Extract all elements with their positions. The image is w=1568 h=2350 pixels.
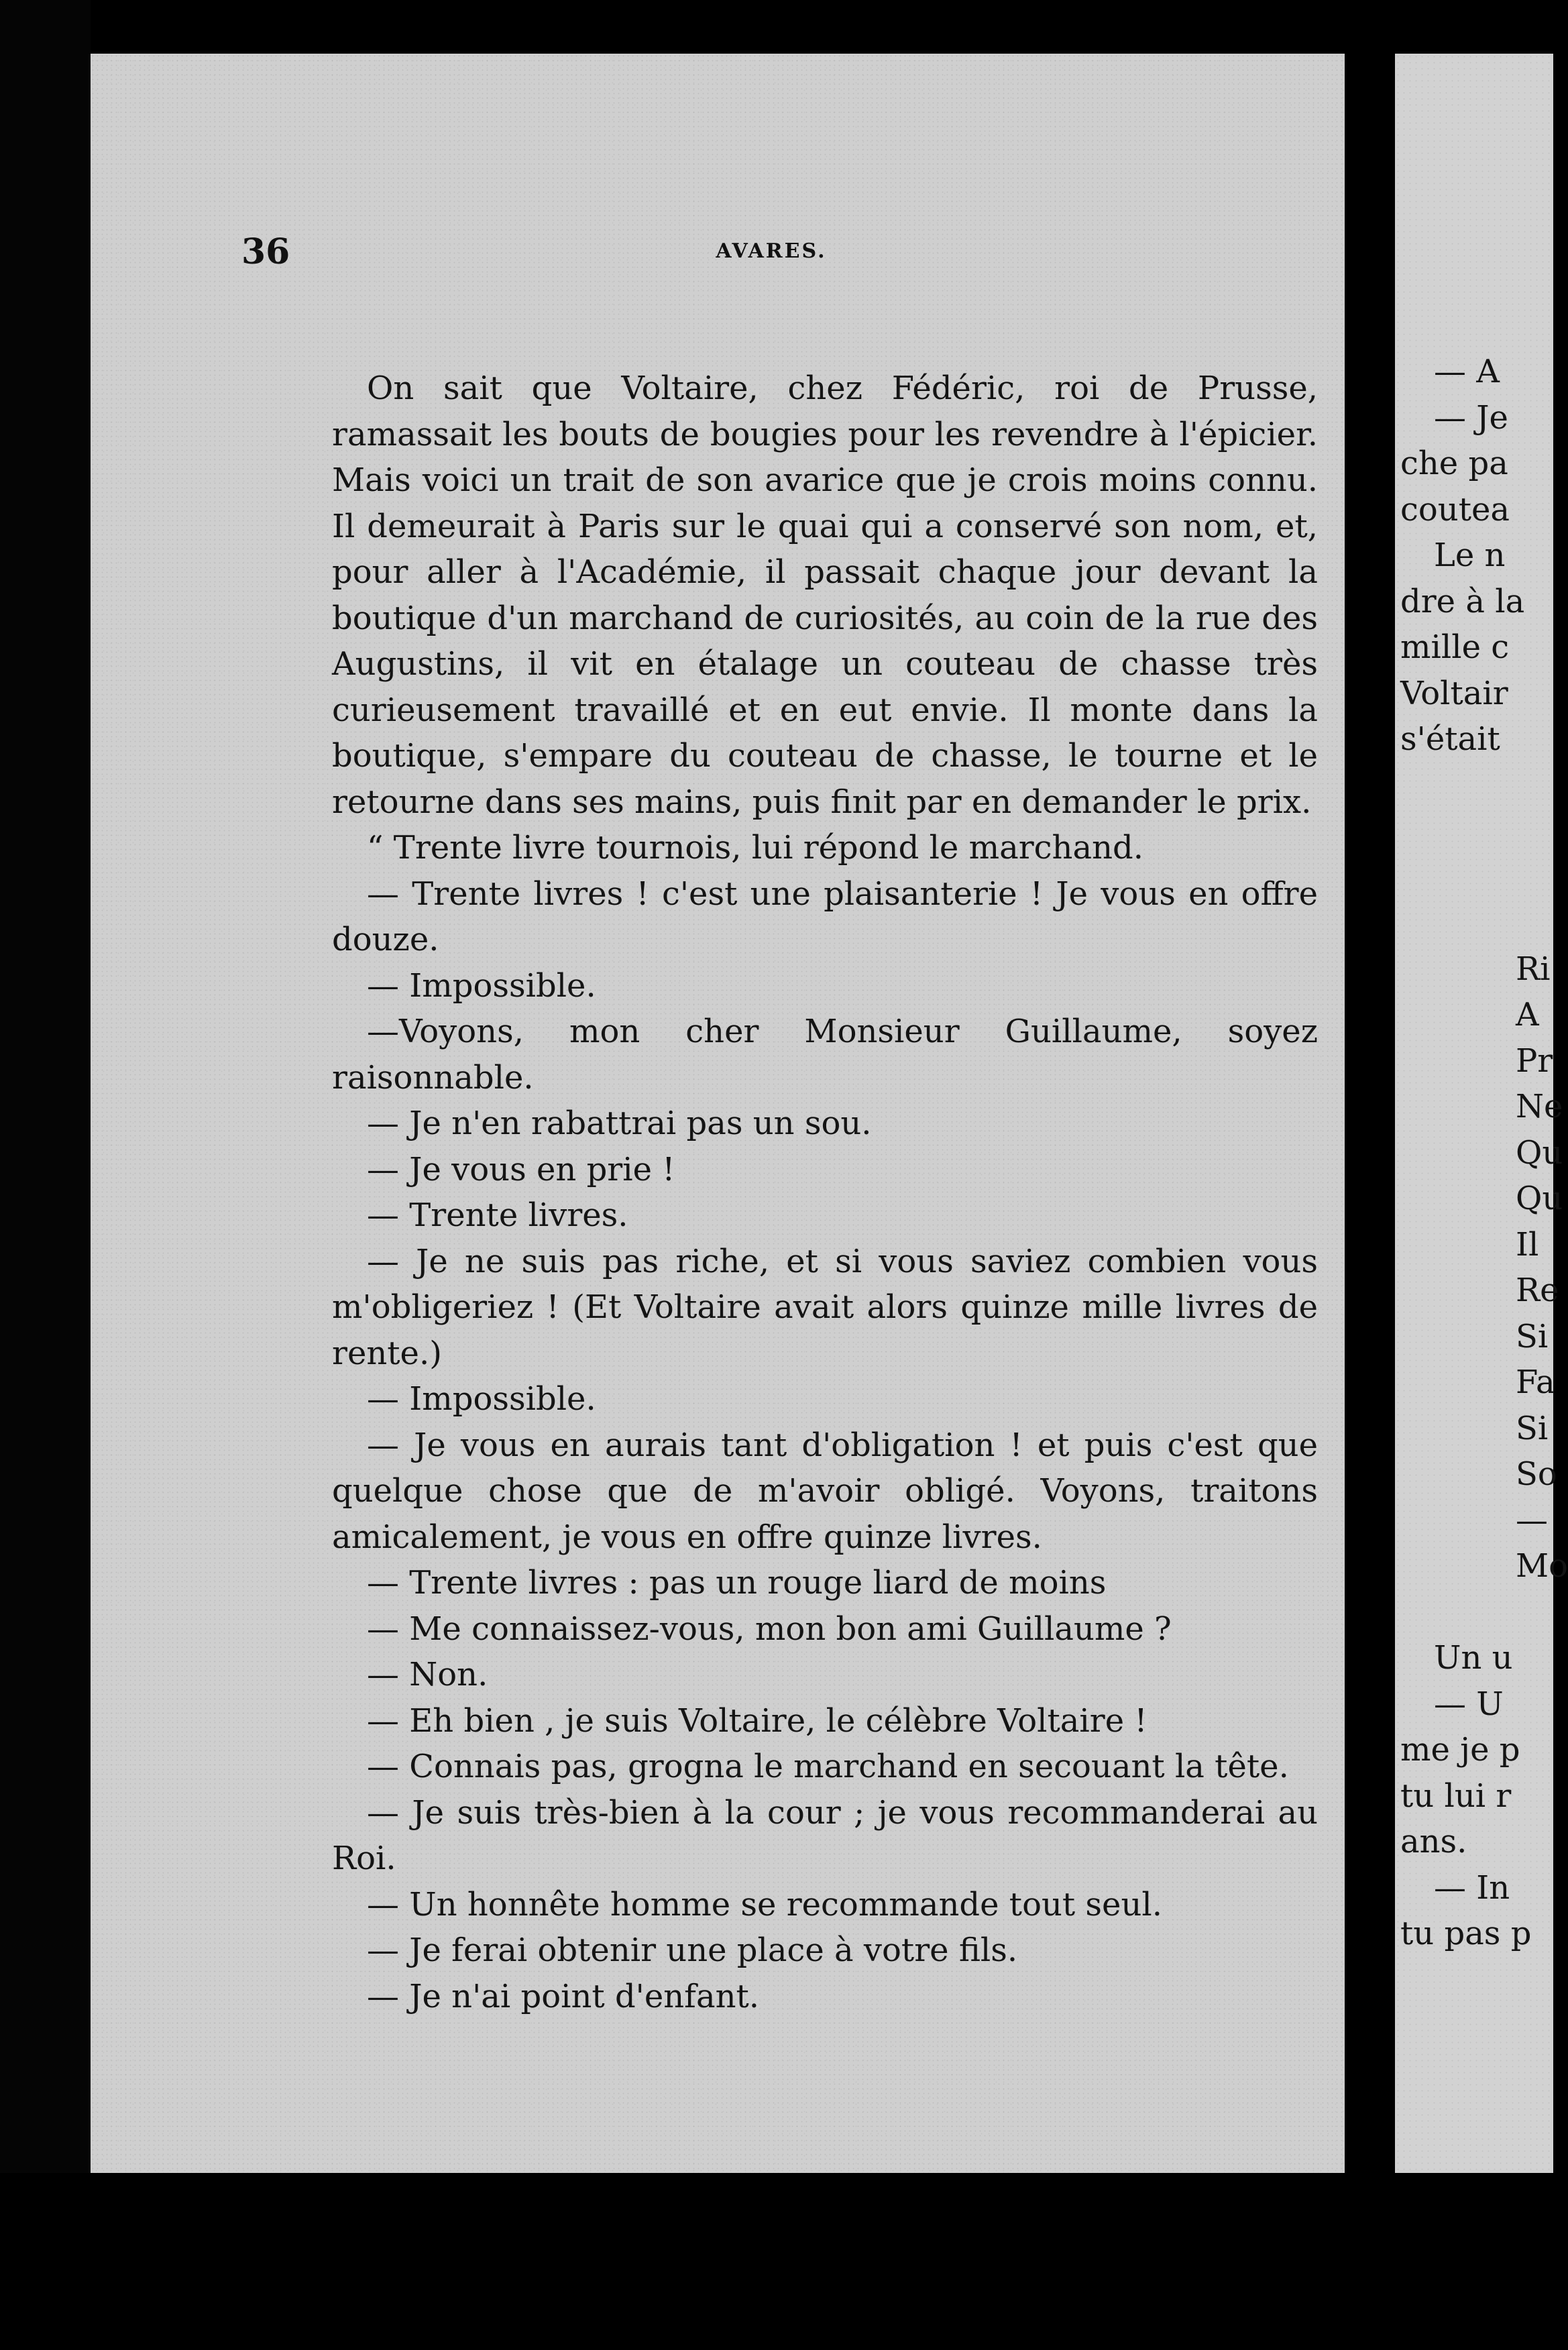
right-page-line: — A (1434, 353, 1500, 390)
right-page-line: ans. (1400, 1823, 1467, 1860)
right-page-line: Mo (1516, 1547, 1568, 1585)
right-page-line: Si (1516, 1409, 1549, 1447)
right-page-line: Un u (1434, 1639, 1513, 1677)
dialogue-line: — Je vous en aurais tant d'obligation ! et puis c'est que quelque chose que de m'avoir obligé. Voyons, traitons amicalement, je vous en offre quinze livres. (332, 1426, 1318, 1556)
right-page-line: Pr (1516, 1042, 1553, 1080)
right-page-line: Voltair (1400, 674, 1508, 712)
film-border-bottom (0, 2173, 1553, 2350)
page-body-text (332, 366, 1318, 2019)
right-page-line: Qu (1516, 1180, 1563, 1217)
right-page-line: — In (1434, 1868, 1510, 1907)
right-page-line: A (1516, 996, 1539, 1033)
dialogue-line: — Je ferai obtenir une place à votre fils. (367, 1932, 1018, 1969)
right-page-line: me je p (1400, 1731, 1520, 1769)
opening-paragraph: On sait que Voltaire, chez Fédéric, roi de Prusse, ramassait les bouts de bougies pour les revendre à l'épicier. Mais voici un trait de son avarice que je crois moins connu. Il demeurait à Paris sur le quai qui a conservé son nom, et, pour aller à l'Académie, il passait chaque jour devant la boutique d'un marchand de curiosités, au coin de la rue des Augustins, il vit en étalage un couteau de chasse très curieusement travaillé et en eut envie. Il monte dans la boutique, s'empare du couteau de chasse, le tourne et le retourne dans ses mains, puis finit par en demander le prix. (332, 370, 1318, 821)
right-page-line: Qu (1516, 1133, 1563, 1172)
dialogue-line: — Je suis très-bien à la cour ; je vous recommanderai au Roi. (332, 1793, 1318, 1877)
dialogue-line: — Trente livres. (367, 1196, 628, 1234)
right-page-line: — U (1434, 1685, 1504, 1723)
right-page-line (1400, 763, 1553, 809)
dialogue-line: — Trente livres : pas un rouge liard de moins (367, 1564, 1107, 1602)
dialogue-line: — Non. (367, 1656, 488, 1693)
right-page-line: s'était (1400, 720, 1500, 758)
right-page-line: Ne (1516, 1088, 1563, 1125)
film-border-top (0, 0, 1553, 54)
right-page-line: — Je (1434, 398, 1508, 437)
right-page-line: mille c (1400, 628, 1510, 666)
dialogue-line: — Je n'ai point d'enfant. (367, 1977, 760, 2015)
right-page-line: Ri (1516, 950, 1551, 988)
dialogue-line: — Me connaissez-vous, mon bon ami Guillaume ? (367, 1610, 1172, 1648)
right-page-text-fragment (1400, 349, 1568, 1957)
page-header (241, 231, 1301, 278)
right-page-line (1400, 854, 1553, 901)
dialogue-line: — Je vous en prie ! (367, 1150, 675, 1188)
right-page-line: dre à la (1400, 582, 1525, 620)
dialogue-line: — Trente livres ! c'est une plaisanterie ! Je vous en offre douze. (332, 875, 1318, 958)
right-page-line (1400, 808, 1553, 854)
film-border-left (0, 0, 91, 2350)
book-gutter (1345, 54, 1395, 2173)
dialogue-line: — Je ne suis pas riche, et si vous saviez combien vous m'obligeriez ! (Et Voltaire avait alors quinze mille livres de rente.) (332, 1242, 1318, 1372)
dialogue-line: — Connais pas, grogna le marchand en secouant la tête. (367, 1748, 1289, 1785)
right-page-line (1400, 900, 1553, 946)
right-page-line: Fa (1516, 1363, 1555, 1401)
right-page-line: So (1516, 1455, 1557, 1493)
page-number: 36 (241, 231, 290, 272)
right-page-line: coutea (1400, 490, 1510, 528)
right-page-line: che pa (1400, 445, 1508, 482)
right-page-line (1400, 1589, 1553, 1636)
running-title: AVARES. (716, 239, 827, 263)
dialogue-line: — Impossible. (367, 1380, 596, 1418)
dialogue-line: “ Trente livre tournois, lui répond le marchand. (367, 829, 1143, 866)
right-page-line: tu lui r (1400, 1777, 1512, 1815)
dialogue-line: — Eh bien , je suis Voltaire, le célèbre Voltaire ! (367, 1701, 1147, 1740)
dialogue-line: — Un honnête homme se recommande tout seul. (367, 1885, 1162, 1923)
right-page-line: Re (1516, 1272, 1559, 1309)
right-page-line: tu pas p (1400, 1915, 1532, 1952)
right-page-line: — (1516, 1501, 1548, 1539)
dialogue-line: — Je n'en rabattrai pas un sou. (367, 1105, 872, 1142)
dialogue-line: —Voyons, mon cher Monsieur Guillaume, soyez raisonnable. (332, 1013, 1318, 1097)
dialogue-line: — Impossible. (367, 966, 596, 1005)
right-page-line: Si (1516, 1317, 1549, 1355)
right-page-line: Il (1516, 1225, 1539, 1264)
right-page-line: Le n (1434, 537, 1506, 574)
